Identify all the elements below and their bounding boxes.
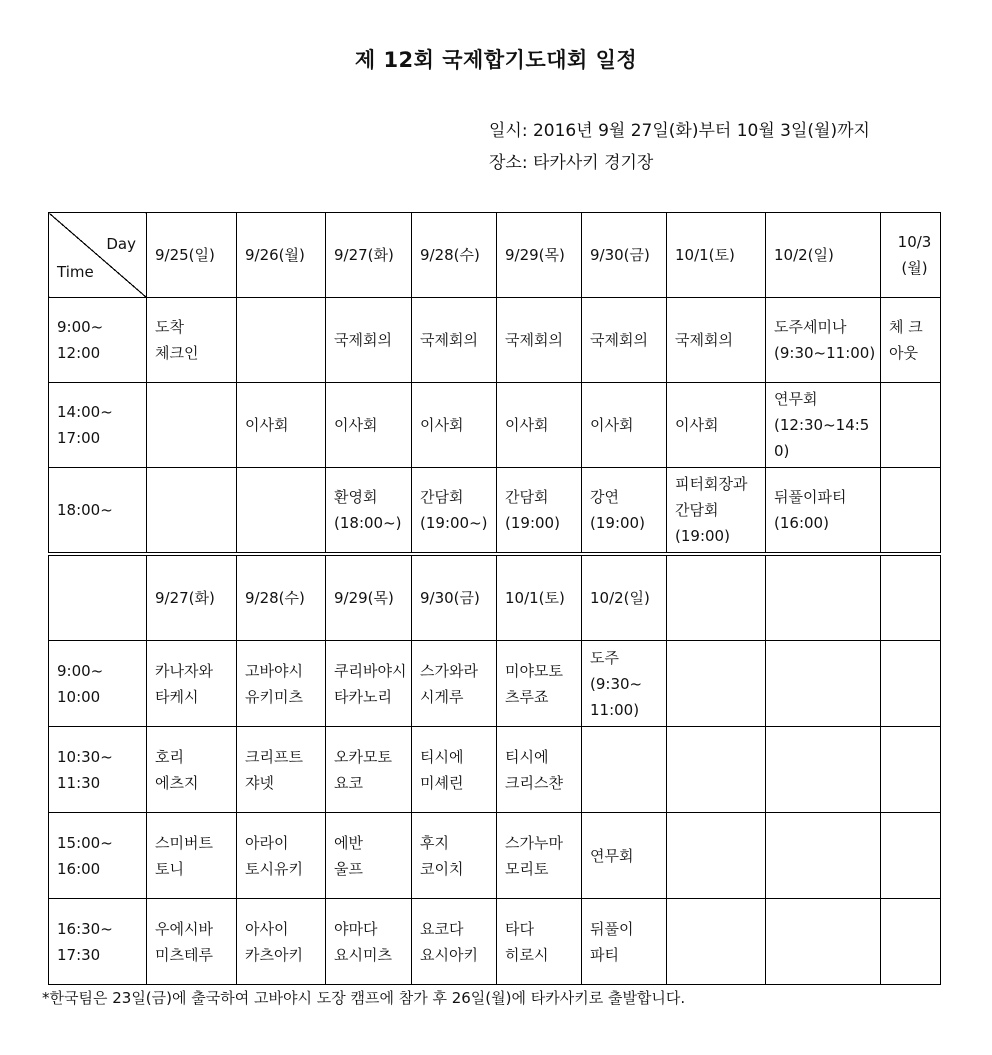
day-header: 10/1(토) (497, 554, 582, 641)
schedule-cell: 도착 체크인 (147, 298, 237, 383)
day-header: 10/2(일) (582, 554, 667, 641)
schedule-cell (881, 468, 941, 555)
table-row (49, 641, 941, 727)
schedule-cell: 이사회 (326, 383, 412, 468)
table-row (49, 813, 941, 899)
instructor-cell: 아라이 토시유키 (237, 813, 326, 899)
schedule-cell: 국제회의 (412, 298, 497, 383)
instructor-cell: 티시에 크리스챤 (497, 727, 582, 813)
schedule-cell: 피터회장과 간담회 (19:00) (667, 468, 766, 555)
table1-header-row (49, 213, 941, 298)
instructor-cell: 야마다 요시미츠 (326, 899, 412, 985)
instructor-cell: 스미버트 토니 (147, 813, 237, 899)
schedule-cell: 도주세미나 (9:30~11:00) (766, 298, 881, 383)
day-header: 9/27(화) (147, 554, 237, 641)
corner-time-label: Time (57, 263, 94, 281)
instructor-cell: 우에시바 미츠테루 (147, 899, 237, 985)
schedule-cell: 이사회 (497, 383, 582, 468)
instructor-cell: 에반 울프 (326, 813, 412, 899)
day-header (667, 554, 766, 641)
schedule-cell: 국제회의 (326, 298, 412, 383)
instructor-cell: 연무회 (582, 813, 667, 899)
schedule-table (48, 212, 941, 985)
time-cell: 9:00~ 10:00 (49, 641, 147, 727)
day-header: 9/28(수) (412, 213, 497, 298)
day-header: 9/30(금) (412, 554, 497, 641)
day-header (881, 554, 941, 641)
footnote: *한국팀은 23일(금)에 출국하여 고바야시 도장 캠프에 참가 후 26일(월)에 타카사키로 출발합니다. (42, 989, 686, 1007)
time-cell: 14:00~ 17:00 (49, 383, 147, 468)
instructor-cell (881, 727, 941, 813)
schedule-cell: 환영회 (18:00~) (326, 468, 412, 555)
instructor-cell (667, 899, 766, 985)
instructor-cell (667, 727, 766, 813)
instructor-cell (667, 641, 766, 727)
time-cell: 10:30~ 11:30 (49, 727, 147, 813)
table-row (49, 899, 941, 985)
schedule-cell: 이사회 (582, 383, 667, 468)
instructor-cell: 쿠리바야시 타카노리 (326, 641, 412, 727)
schedule-cell (147, 383, 237, 468)
day-header: 9/28(수) (237, 554, 326, 641)
table-row (49, 298, 941, 383)
schedule-cell (147, 468, 237, 555)
schedule-cell: 국제회의 (667, 298, 766, 383)
instructor-cell: 고바야시 유키미츠 (237, 641, 326, 727)
schedule-cell: 국제회의 (582, 298, 667, 383)
instructor-cell: 크리프트 쟈넷 (237, 727, 326, 813)
schedule-cell: 이사회 (667, 383, 766, 468)
instructor-cell (881, 641, 941, 727)
instructor-cell (881, 899, 941, 985)
schedule-cell: 뒤풀이파티 (16:00) (766, 468, 881, 555)
day-header: 10/3 (월) (881, 213, 941, 298)
schedule-cell: 간담회 (19:00) (497, 468, 582, 555)
instructor-cell (766, 899, 881, 985)
day-header: 9/25(일) (147, 213, 237, 298)
instructor-cell (766, 727, 881, 813)
schedule-cell (237, 298, 326, 383)
instructor-cell (582, 727, 667, 813)
instructor-cell: 오카모토 요코 (326, 727, 412, 813)
schedule-cell: 간담회 (19:00~) (412, 468, 497, 555)
day-header: 10/1(토) (667, 213, 766, 298)
instructor-cell (766, 813, 881, 899)
schedule-cell: 연무회 (12:30~14:50) (766, 383, 881, 468)
day-header: 9/29(목) (497, 213, 582, 298)
schedule-cell: 이사회 (412, 383, 497, 468)
table-row (49, 383, 941, 468)
schedule-cell (237, 468, 326, 555)
event-date: 일시: 2016년 9월 27일(화)부터 10월 3일(월)까지 (489, 121, 870, 141)
schedule-cell: 국제회의 (497, 298, 582, 383)
time-cell: 18:00~ (49, 468, 147, 555)
event-place: 장소: 타카사키 경기장 (489, 153, 654, 173)
page-title: 제 12회 국제합기도대회 일정 (354, 48, 638, 72)
instructor-cell: 후지 코이치 (412, 813, 497, 899)
day-header: 9/29(목) (326, 554, 412, 641)
corner-cell (49, 213, 147, 298)
time-cell: 9:00~ 12:00 (49, 298, 147, 383)
table-row (49, 727, 941, 813)
day-header: 10/2(일) (766, 213, 881, 298)
time-cell: 16:30~ 17:30 (49, 899, 147, 985)
instructor-cell (766, 641, 881, 727)
day-header: 9/26(월) (237, 213, 326, 298)
schedule-cell: 강연 (19:00) (582, 468, 667, 555)
instructor-cell: 티시에 미셰린 (412, 727, 497, 813)
instructor-cell (667, 813, 766, 899)
instructor-cell: 호리 에츠지 (147, 727, 237, 813)
time-cell: 15:00~ 16:00 (49, 813, 147, 899)
instructor-cell: 카나자와 타케시 (147, 641, 237, 727)
schedule-cell (881, 383, 941, 468)
instructor-cell (881, 813, 941, 899)
day-header: 9/27(화) (326, 213, 412, 298)
time-header (49, 554, 147, 641)
instructor-cell: 도주 (9:30~ 11:00) (582, 641, 667, 727)
instructor-cell: 뒤풀이 파티 (582, 899, 667, 985)
table-row (49, 468, 941, 555)
instructor-cell: 스가누마 모리토 (497, 813, 582, 899)
instructor-cell: 요코다 요시아키 (412, 899, 497, 985)
day-header: 9/30(금) (582, 213, 667, 298)
instructor-cell: 타다 히로시 (497, 899, 582, 985)
corner-day-label: Day (106, 235, 136, 253)
instructor-cell: 미야모토 츠루죠 (497, 641, 582, 727)
schedule-cell: 이사회 (237, 383, 326, 468)
instructor-cell: 스가와라 시게루 (412, 641, 497, 727)
table2-header-row (49, 554, 941, 641)
day-header (766, 554, 881, 641)
schedule-table-body (49, 213, 941, 985)
schedule-cell: 체 크 아웃 (881, 298, 941, 383)
instructor-cell: 아사이 카츠아키 (237, 899, 326, 985)
